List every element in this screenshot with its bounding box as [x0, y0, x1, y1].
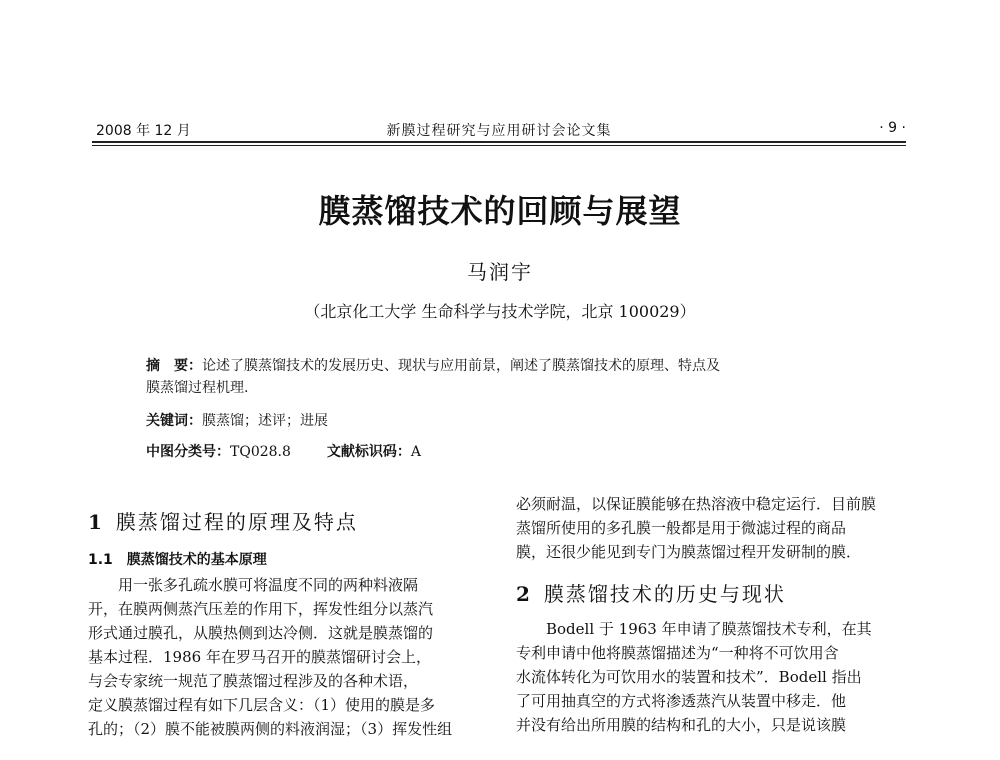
text-line: Bodell 于 1963 年申请了膜蒸馏技术专利，在其 [516, 620, 872, 638]
text-line: 用一张多孔疏水膜可将温度不同的两种料液隔 [88, 576, 419, 594]
abstract [146, 355, 866, 399]
paper-title: 膜蒸馏技术的回顾与展望 [318, 192, 682, 230]
section-2-title: 膜蒸馏技术的历史与现状 [543, 582, 786, 606]
text-line: 并没有给出所用膜的结构和孔的大小，只是说该膜 [516, 716, 847, 734]
doc-code-value: A [410, 444, 422, 460]
text-line: 了可用抽真空的方式将渗透蒸汽从装置中移走．他 [516, 692, 847, 710]
subsection-1-1-heading: 1.1 膜蒸馏技术的基本原理 [88, 552, 267, 568]
keywords-text: 膜蒸馏；述评；进展 [202, 413, 328, 429]
header-journal: 新膜过程研究与应用研讨会论文集 [386, 123, 612, 139]
right-column [516, 492, 902, 737]
text-line: 定义膜蒸馏过程有如下几层含义：（1）使用的膜是多 [88, 696, 436, 714]
text-line: 开，在膜两侧蒸汽压差的作用下，挥发性组分以蒸汽 [88, 600, 434, 618]
header-rule-thin [92, 145, 906, 146]
author: 马润宇 [467, 260, 533, 284]
text-line: 形式通过膜孔，从膜热侧到达冷侧．这就是膜蒸馏的 [88, 624, 434, 642]
classification-label: 中图分类号： [146, 444, 230, 460]
text-line: 蒸馏所使用的多孔膜一般都是用于微滤过程的商品 [516, 519, 847, 537]
abstract-line-1: 论述了膜蒸馏技术的发展历史、现状与应用前景，阐述了膜蒸馏技术的原理、特点及 [202, 358, 720, 374]
text-line: 专利申请中他将膜蒸馏描述为“一种将不可饮用含 [516, 644, 839, 662]
classification-value: TQ028.8 [230, 444, 291, 460]
affiliation: （北京化工大学 生命科学与技术学院，北京 100029） [304, 302, 696, 321]
text-line: 基本过程．1986 年在罗马召开的膜蒸馏研讨会上， [88, 648, 431, 666]
header-page-number: · 9 · [879, 120, 906, 136]
section-1-heading [88, 506, 474, 535]
header-rule-thick [92, 141, 906, 143]
header-date: 2008 年 12 月 [96, 123, 191, 139]
section-2-paragraph [516, 617, 902, 737]
keywords-label: 关键词： [146, 413, 202, 429]
doc-code-label: 文献标识码： [326, 444, 411, 460]
section-1-paragraph [88, 573, 474, 741]
section-2-heading [516, 578, 902, 607]
abstract-line-2: 膜蒸馏过程机理. [146, 380, 249, 396]
running-header [92, 118, 906, 140]
section-1-title: 膜蒸馏过程的原理及特点 [115, 510, 358, 534]
text-line: 水流体转化为可饮用水的装置和技术”．Bodell 指出 [516, 668, 862, 686]
abstract-label: 摘 要： [146, 358, 202, 374]
section-2-number: 2 [516, 582, 532, 606]
text-line: 孔的；（2）膜不能被膜两侧的料液润湿；（3）挥发性组 [88, 720, 453, 738]
left-column [88, 492, 474, 741]
text-line: 与会专家统一规范了膜蒸馏过程涉及的各种术语， [88, 672, 419, 690]
classification [146, 441, 866, 463]
section-1-number: 1 [88, 510, 104, 534]
keywords [146, 410, 866, 432]
text-line: 必须耐温，以保证膜能够在热溶液中稳定运行．目前膜 [516, 495, 877, 513]
text-line: 膜，还很少能见到专门为膜蒸馏过程开发研制的膜． [516, 543, 862, 561]
continued-paragraph [516, 492, 902, 564]
